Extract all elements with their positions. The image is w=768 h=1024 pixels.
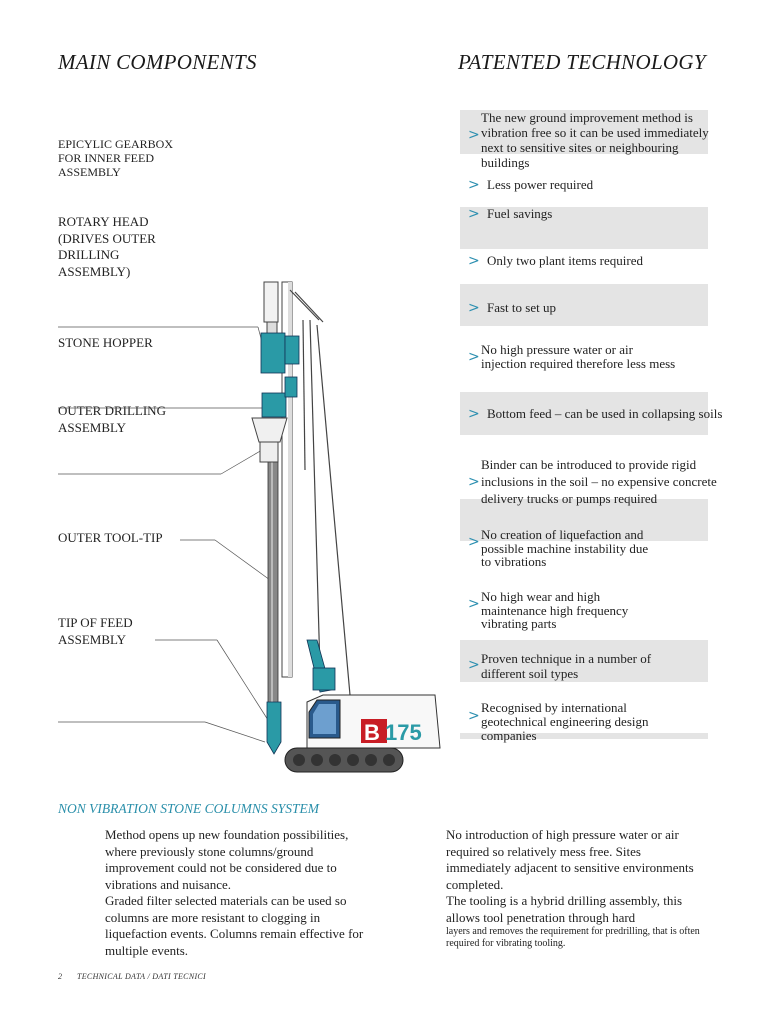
feature-fast-setup: Fast to set up bbox=[487, 300, 556, 315]
feature-recognised: Recognised by international geotechnical engineering design companies bbox=[481, 700, 649, 743]
main-components-heading: MAIN COMPONENTS bbox=[58, 50, 257, 74]
outer-drilling-label: OUTER DRILLING ASSEMBLY bbox=[58, 403, 166, 435]
feature-less-power: Less power required bbox=[487, 177, 594, 192]
bullet-chevron-icon: > bbox=[468, 206, 480, 222]
bullet-chevron-icon: > bbox=[468, 596, 480, 612]
feature-bottom-feed: Bottom feed – can be used in collapsing soils bbox=[487, 406, 723, 421]
footer-text: TECHNICAL DATA / DATI TECNICI bbox=[77, 972, 207, 981]
bullet-chevron-icon: > bbox=[468, 406, 480, 422]
gearbox-label: EPICYLIC GEARBOX FOR INNER FEED ASSEMBLY bbox=[58, 137, 174, 179]
bullet-chevron-icon: > bbox=[468, 349, 480, 365]
col1-paragraph-1: Method opens up new foundation possibilities, where previously stone columns/ground improvement could not be considered due to vibrations and nuisance. bbox=[105, 827, 349, 892]
bullet-chevron-icon: > bbox=[468, 657, 480, 673]
col2-paragraph-2: The tooling is a hybrid drilling assembly, this allows tool penetration through hard bbox=[446, 893, 683, 925]
bullet-chevron-icon: > bbox=[468, 474, 480, 490]
bullet-chevron-icon: > bbox=[468, 708, 480, 724]
bullet-chevron-icon: > bbox=[468, 534, 480, 550]
feature-no-liquefaction: No creation of liquefaction and possible machine instability due to vibrations bbox=[481, 527, 649, 569]
section-title: NON VIBRATION STONE COLUMNS SYSTEM bbox=[58, 801, 320, 816]
bullet-chevron-icon: > bbox=[468, 177, 480, 193]
feature-proven-technique: Proven technique in a number of different soil types bbox=[481, 651, 652, 681]
column-2 bbox=[446, 827, 701, 950]
feature-vibration-free: The new ground improvement method is vibration free so it can be used immediately next to sensitive sites or neighbouring buildings bbox=[481, 110, 709, 170]
stone-hopper-label: STONE HOPPER bbox=[58, 335, 153, 350]
page-number: 2 bbox=[58, 972, 63, 981]
bullet-chevron-icon: > bbox=[468, 253, 480, 269]
feature-binder: Binder can be introduced to provide rigid inclusions in the soil – no expensive concrete delivery trucks or pumps required bbox=[481, 457, 717, 506]
tip-feed-label: TIP OF FEED ASSEMBLY bbox=[58, 615, 133, 647]
patented-technology-heading: PATENTED TECHNOLOGY bbox=[458, 50, 706, 74]
bullet-chevron-icon: > bbox=[468, 127, 480, 143]
col2-paragraph-2-small: layers and removes the requirement for predrilling, that is often required for vibrating tooling. bbox=[446, 926, 700, 949]
feature-two-plant-items: Only two plant items required bbox=[487, 253, 643, 268]
feature-no-high-wear: No high wear and high maintenance high frequency vibrating parts bbox=[481, 589, 629, 631]
column-1 bbox=[105, 827, 370, 959]
outer-tool-tip-label: OUTER TOOL-TIP bbox=[58, 530, 163, 545]
col2-paragraph-1: No introduction of high pressure water or air required so relatively mess free. Sites immediately adjacent to sensitive environments completed. bbox=[446, 827, 694, 892]
bullet-chevron-icon: > bbox=[468, 300, 480, 316]
col1-paragraph-2: Graded filter selected materials can be used so columns are more resistant to clogging in liquefaction events. Columns remain effective for multiple events. bbox=[105, 893, 364, 958]
drilling-rig-illustration bbox=[55, 270, 455, 785]
feature-no-high-pressure: No high pressure water or air injection required therefore less mess bbox=[481, 342, 676, 371]
rotary-head-label: ROTARY HEAD (DRIVES OUTER DRILLING ASSEMBLY) bbox=[58, 214, 156, 279]
model-b: B bbox=[364, 720, 380, 745]
feature-fuel-savings: Fuel savings bbox=[487, 206, 553, 221]
model-number: 175 bbox=[385, 720, 422, 745]
